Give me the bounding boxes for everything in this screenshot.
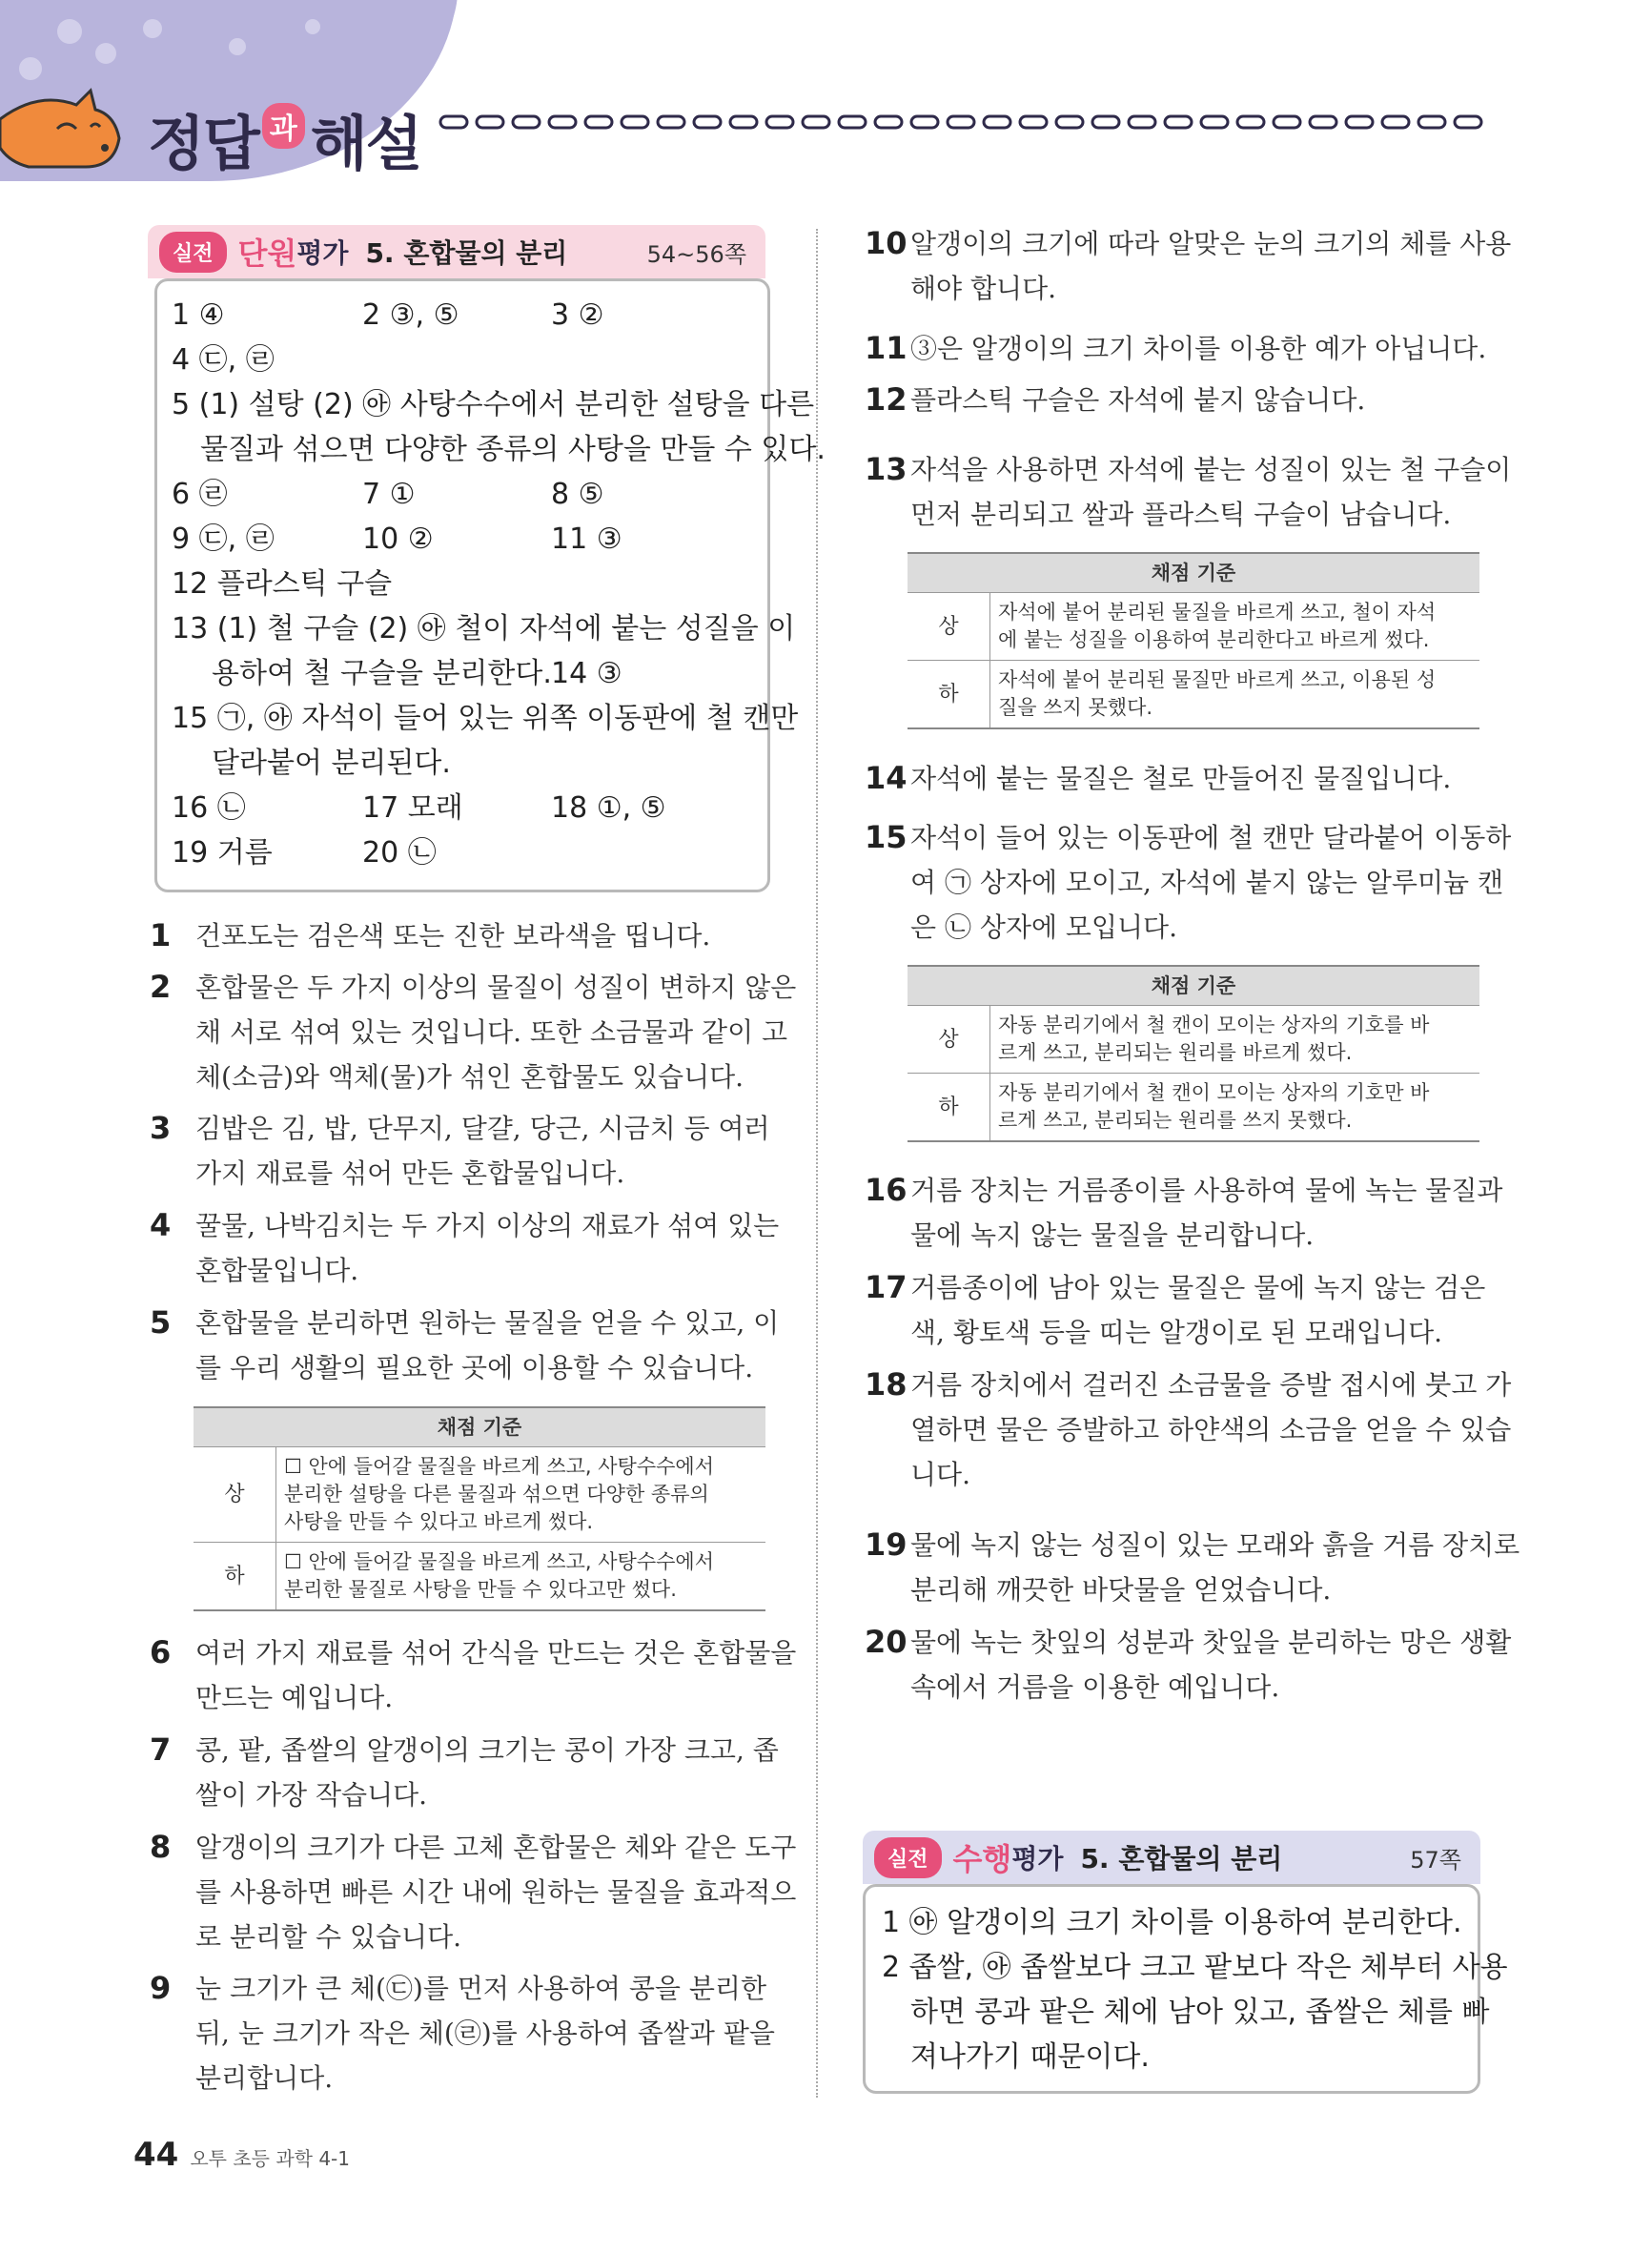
section-title: 5. 혼합물의 분리 xyxy=(365,237,568,269)
criteria-text xyxy=(990,1074,1480,1142)
explanation-number: 10 xyxy=(865,225,908,261)
explanation-number: 17 xyxy=(865,1269,908,1305)
explanation-line: 를 사용하면 빠른 시간 내에 원하는 물질을 효과적으 xyxy=(195,1876,797,1908)
answer-line: 달라붙어 분리된다. xyxy=(212,747,451,780)
explanation-number: 7 xyxy=(150,1731,172,1768)
explanation-line: 거름 장치는 거름종이를 사용하여 물에 녹는 물질과 xyxy=(910,1175,1503,1206)
answer-line: 7 ① xyxy=(362,478,416,511)
explanation-number: 6 xyxy=(150,1634,172,1670)
explanation-number: 14 xyxy=(865,760,908,796)
answer-line: 물질과 섞으면 다양한 종류의 사탕을 만들 수 있다. xyxy=(200,433,826,466)
answer-line: 하면 콩과 팥은 체에 남아 있고, 좁쌀은 체를 빠 xyxy=(910,1996,1490,2029)
explanation-line: 분리합니다. xyxy=(195,2062,334,2094)
criteria-line: 르게 쓰고, 분리되는 원리를 쓰지 못했다. xyxy=(998,1109,1353,1132)
explanation-item xyxy=(150,1966,775,2100)
explanation-line: 자석에 붙는 물질은 철로 만들어진 물질입니다. xyxy=(910,763,1452,794)
answer-line: 용하여 철 구슬을 분리한다. xyxy=(212,657,552,690)
criteria-header: 채점 기준 xyxy=(908,553,1479,593)
criteria-line: 자동 분리기에서 철 캔이 모이는 상자의 기호를 바 xyxy=(998,1014,1430,1036)
page-header-title xyxy=(148,76,421,181)
criteria-line: 자석에 붙어 분리된 물질을 바르게 쓰고, 철이 자석 xyxy=(998,601,1437,624)
explanation-line: 자석이 들어 있는 이동판에 철 캔만 달라붙어 이동하 xyxy=(910,822,1512,853)
criteria-text xyxy=(990,1006,1480,1074)
explanation-line: 를 우리 생활의 필요한 곳에 이용할 수 있습니다. xyxy=(195,1352,754,1383)
explanation-line: 플라스틱 구슬은 자석에 붙지 않습니다. xyxy=(910,384,1366,416)
answer-line: 3 ② xyxy=(551,298,604,332)
answer-line: 5 (1) 설탕 (2) ㉵ 사탕수수에서 분리한 설탕을 다른 xyxy=(172,388,815,421)
explanation-item xyxy=(865,326,1487,371)
explanation-line: 콩, 팥, 좁쌀의 알갱이의 크기는 콩이 가장 크고, 좁 xyxy=(195,1734,779,1766)
answer-line: 16 ㉡ xyxy=(172,791,246,825)
answer-line: 19 거름 xyxy=(172,836,273,870)
explanation-number: 18 xyxy=(865,1366,908,1403)
explanation-line: 알갱이의 크기가 다른 고체 혼합물은 체와 같은 도구 xyxy=(195,1832,797,1863)
answer-line: 1 ㉵ 알갱이의 크기 차이를 이용하여 분리한다. xyxy=(882,1906,1462,1939)
explanation-line: 알갱이의 크기에 따라 알맞은 눈의 크기의 체를 사용 xyxy=(910,228,1512,259)
explanation-number: 13 xyxy=(865,451,908,487)
book-title: 오투 초등 과학 4-1 xyxy=(190,2147,350,2170)
test-kind-1: 단원 xyxy=(237,236,297,272)
explanation-line: ③은 알갱이의 크기 차이를 이용한 예가 아닙니다. xyxy=(910,333,1487,364)
explanation-line: 먼저 분리되고 쌀과 플라스틱 구슬이 남습니다. xyxy=(910,499,1452,530)
header-dash-line xyxy=(438,113,1487,133)
criteria-row xyxy=(908,1006,1479,1074)
explanation-number: 12 xyxy=(865,381,908,418)
explanation-item xyxy=(865,1362,1512,1497)
page-number: 44 xyxy=(133,2136,179,2174)
page-range: 54~56쪽 xyxy=(646,240,746,268)
header-title-part3: 해설 xyxy=(310,109,421,178)
test-kind-2: 평가 xyxy=(296,237,349,269)
explanation-number: 9 xyxy=(150,1970,172,2006)
explanation-number: 1 xyxy=(150,917,172,953)
criteria-row xyxy=(908,593,1479,661)
explanation-line: 은 ㉡ 상자에 모입니다. xyxy=(910,911,1177,943)
tag-label: 실전 xyxy=(159,232,227,273)
answer-line: 14 ③ xyxy=(551,657,622,690)
criteria-line: 자석에 붙어 분리된 물질만 바르게 쓰고, 이용된 성 xyxy=(998,668,1437,691)
answer-line: 9 ㉢, ㉣ xyxy=(172,522,275,556)
performance-test-header xyxy=(863,1831,1480,1884)
decor-dot xyxy=(305,19,320,34)
criteria-line: 분리한 설탕을 다른 물질과 섞으면 다양한 종류의 xyxy=(284,1483,709,1505)
explanation-item xyxy=(150,1630,797,1720)
explanation-item xyxy=(150,1106,770,1196)
explanation-item xyxy=(865,221,1512,311)
explanation-line: 혼합물입니다. xyxy=(195,1255,359,1286)
explanation-line: 물에 녹지 않는 성질이 있는 모래와 흙을 거름 장치로 xyxy=(910,1529,1520,1561)
answer-line: 져나가기 때문이다. xyxy=(910,2040,1150,2074)
page-range: 57쪽 xyxy=(1410,1846,1461,1874)
criteria-text xyxy=(990,593,1480,661)
scoring-criteria-table-5 xyxy=(194,1406,765,1611)
explanation-number: 19 xyxy=(865,1526,908,1563)
explanation-line: 분리해 깨끗한 바닷물을 얻었습니다. xyxy=(910,1574,1332,1606)
explanation-line: 여러 가지 재료를 섞어 간식을 만드는 것은 혼합물을 xyxy=(195,1637,797,1669)
explanation-number: 2 xyxy=(150,969,172,1005)
explanation-line: 해야 합니다. xyxy=(910,273,1057,304)
criteria-row xyxy=(194,1543,765,1611)
header-title-part1: 정답 xyxy=(148,109,258,178)
answer-line: 18 ①, ⑤ xyxy=(551,791,666,825)
explanation-line: 거름종이에 남아 있는 물질은 물에 녹지 않는 검은 xyxy=(910,1272,1486,1303)
decor-dot xyxy=(57,19,82,44)
explanation-number: 8 xyxy=(150,1829,172,1865)
test-kind-1: 수행 xyxy=(952,1841,1012,1877)
explanation-item xyxy=(865,1168,1503,1258)
answer-line: 11 ③ xyxy=(551,522,622,556)
criteria-level: 하 xyxy=(194,1543,276,1611)
explanation-line: 여 ㉠ 상자에 모이고, 자석에 붙지 않는 알루미늄 캔 xyxy=(910,867,1504,898)
answer-line: 6 ㉣ xyxy=(172,478,228,511)
explanation-line: 거름 장치에서 걸러진 소금물을 증발 접시에 붓고 가 xyxy=(910,1369,1512,1401)
answer-line: 15 ㉠, ㉵ 자석이 들어 있는 위쪽 이동판에 철 캔만 xyxy=(172,702,799,735)
criteria-line: 분리한 물질로 사탕을 만들 수 있다고만 썼다. xyxy=(284,1578,677,1601)
answer-line: 4 ㉢, ㉣ xyxy=(172,343,275,377)
criteria-line: 질을 쓰지 못했다. xyxy=(998,696,1153,719)
answer-line: 12 플라스틱 구슬 xyxy=(172,567,393,601)
criteria-level: 하 xyxy=(908,661,990,729)
cat-mascot-icon xyxy=(0,72,143,176)
explanation-line: 물에 녹지 않는 물질을 분리합니다. xyxy=(910,1219,1315,1251)
explanation-line: 뒤, 눈 크기가 작은 체(㉣)를 사용하여 좁쌀과 팥을 xyxy=(195,2017,775,2049)
explanation-line: 꿀물, 나박김치는 두 가지 이상의 재료가 섞여 있는 xyxy=(195,1210,780,1241)
explanation-number: 15 xyxy=(865,819,908,855)
explanation-line: 쌀이 가장 작습니다. xyxy=(195,1779,428,1811)
explanation-line: 로 분리할 수 있습니다. xyxy=(195,1921,462,1953)
criteria-text xyxy=(276,1543,766,1611)
explanation-item xyxy=(150,913,767,958)
explanation-item xyxy=(865,756,1482,801)
scoring-criteria-table-15 xyxy=(908,965,1479,1142)
answer-line: 20 ㉡ xyxy=(362,836,437,870)
answer-line: 17 모래 xyxy=(362,791,463,825)
explanation-number: 20 xyxy=(865,1624,908,1660)
header-title-part2: 과 xyxy=(262,103,305,149)
decor-dot xyxy=(143,19,162,38)
decor-dot xyxy=(95,43,116,64)
criteria-line: ☐ 안에 들어갈 물질을 바르게 쓰고, 사탕수수에서 xyxy=(284,1455,714,1478)
criteria-text xyxy=(990,661,1480,729)
explanation-line: 혼합물은 두 가지 이상의 물질이 성질이 변하지 않은 xyxy=(195,972,797,1003)
criteria-level: 상 xyxy=(908,1006,990,1074)
criteria-header: 채점 기준 xyxy=(194,1407,765,1447)
criteria-line: 에 붙는 성질을 이용하여 분리한다고 바르게 썼다. xyxy=(998,628,1430,651)
explanation-item xyxy=(865,447,1512,537)
page-footer xyxy=(133,2136,350,2174)
explanation-line: 체(소금)와 액체(물)가 섞인 혼합물도 있습니다. xyxy=(195,1061,744,1093)
scoring-criteria-table-13 xyxy=(908,552,1479,729)
criteria-row xyxy=(194,1447,765,1543)
explanation-number: 16 xyxy=(865,1172,908,1208)
criteria-line: 자동 분리기에서 철 캔이 모이는 상자의 기호만 바 xyxy=(998,1081,1430,1104)
explanation-item xyxy=(150,1203,780,1293)
explanation-item xyxy=(150,965,797,1099)
column-separator xyxy=(816,229,818,2098)
explanation-line: 자석을 사용하면 자석에 붙는 성질이 있는 철 구슬이 xyxy=(910,454,1512,485)
criteria-line: 르게 쓰고, 분리되는 원리를 바르게 썼다. xyxy=(998,1041,1353,1064)
decor-dot xyxy=(229,38,246,55)
explanation-item xyxy=(865,378,1482,422)
explanation-line: 물에 녹는 찻잎의 성분과 찻잎을 분리하는 망은 생활 xyxy=(910,1627,1512,1658)
explanation-item xyxy=(865,815,1512,950)
answer-line: 13 (1) 철 구슬 (2) ㉵ 철이 자석에 붙는 성질을 이 xyxy=(172,612,796,645)
criteria-row xyxy=(908,1074,1479,1142)
criteria-header: 채점 기준 xyxy=(908,966,1479,1006)
explanation-line: 니다. xyxy=(910,1459,970,1490)
explanation-number: 5 xyxy=(150,1304,172,1341)
tag-label: 실전 xyxy=(874,1837,942,1878)
criteria-line: ☐ 안에 들어갈 물질을 바르게 쓰고, 사탕수수에서 xyxy=(284,1550,714,1573)
unit-test-header xyxy=(148,225,765,278)
criteria-level: 상 xyxy=(194,1447,276,1543)
explanation-item xyxy=(865,1265,1486,1355)
answer-line: 2 ③, ⑤ xyxy=(362,298,459,332)
explanation-item xyxy=(150,1728,779,1817)
explanation-line: 색, 황토색 등을 띠는 알갱이로 된 모래입니다. xyxy=(910,1317,1443,1348)
explanation-line: 건포도는 검은색 또는 진한 보라색을 띱니다. xyxy=(195,920,711,952)
answer-line: 8 ⑤ xyxy=(551,478,604,511)
explanation-line: 눈 크기가 큰 체(㉢)를 먼저 사용하여 콩을 분리한 xyxy=(195,1973,767,2004)
explanation-line: 채 서로 섞여 있는 것입니다. 또한 소금물과 같이 고 xyxy=(195,1016,788,1048)
explanation-number: 3 xyxy=(150,1110,172,1146)
explanation-line: 만드는 예입니다. xyxy=(195,1682,394,1713)
criteria-level: 상 xyxy=(908,593,990,661)
explanation-line: 가지 재료를 섞어 만든 혼합물입니다. xyxy=(195,1157,625,1189)
answer-line: 1 ④ xyxy=(172,298,225,332)
explanation-item xyxy=(150,1825,797,1959)
explanation-line: 김밥은 김, 밥, 단무지, 달걀, 당근, 시금치 등 여러 xyxy=(195,1113,770,1144)
criteria-row xyxy=(908,661,1479,729)
criteria-line: 사탕을 만들 수 있다고 바르게 썼다. xyxy=(284,1510,594,1533)
answer-line: 2 좁쌀, ㉵ 좁쌀보다 크고 팥보다 작은 체부터 사용 xyxy=(882,1951,1508,1984)
criteria-level: 하 xyxy=(908,1074,990,1142)
explanation-item xyxy=(865,1523,1520,1612)
explanation-number: 11 xyxy=(865,330,908,366)
explanation-line: 열하면 물은 증발하고 하얀색의 소금을 얻을 수 있습 xyxy=(910,1414,1512,1445)
explanation-item xyxy=(865,1620,1512,1710)
explanation-number: 4 xyxy=(150,1207,172,1243)
explanation-line: 혼합물을 분리하면 원하는 물질을 얻을 수 있고, 이 xyxy=(195,1307,780,1339)
explanation-line: 속에서 거름을 이용한 예입니다. xyxy=(910,1671,1280,1703)
explanation-item xyxy=(150,1301,780,1390)
answer-line: 10 ② xyxy=(362,522,434,556)
section-title: 5. 혼합물의 분리 xyxy=(1080,1843,1283,1874)
test-kind-2: 평가 xyxy=(1011,1843,1064,1874)
criteria-text xyxy=(276,1447,766,1543)
